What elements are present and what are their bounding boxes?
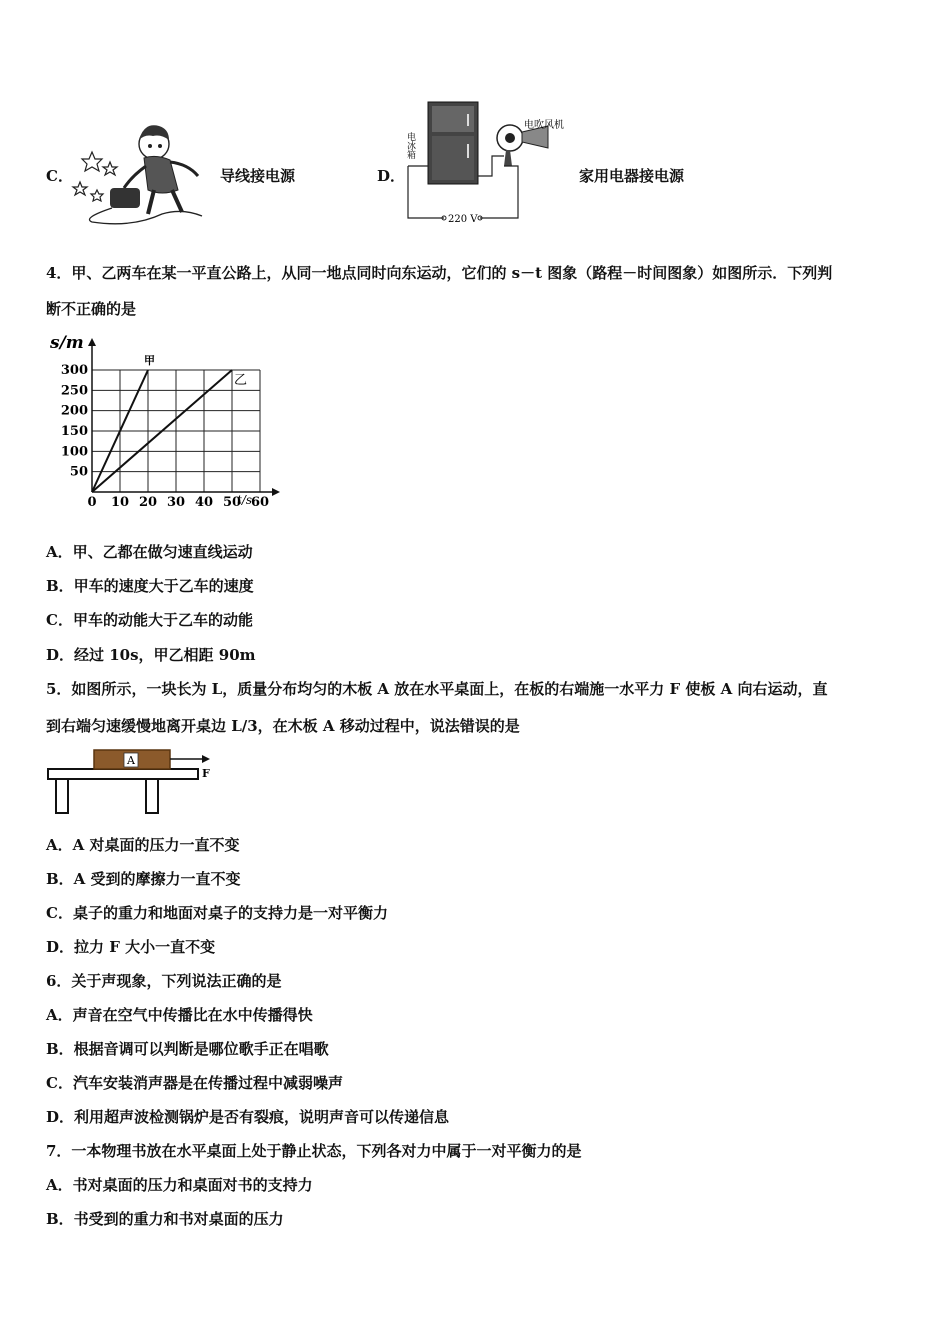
kid-wire-illustration — [72, 112, 212, 227]
table-leg-right — [146, 779, 158, 813]
q6-option-a: A．声音在空气中传播比在水中传播得快 — [46, 1006, 313, 1024]
option-c-label: C． — [46, 167, 73, 185]
x-axis-arrow — [272, 488, 280, 496]
q5-stem-line1: 5．如图所示，一块长为 L，质量分布均匀的木板 A 放在水平桌面上，在板的右端施一水平力 F 使板 A 向右运动，直 — [46, 680, 828, 698]
y-tick-label: 300 — [60, 363, 88, 378]
option-d-label: D． — [377, 167, 406, 185]
q6-stem: 6．关于声现象，下列说法正确的是 — [46, 972, 282, 990]
q5-option-b: B．A 受到的摩擦力一直不变 — [46, 870, 241, 888]
y-tick-label: 200 — [60, 403, 88, 419]
q7-stem: 7．一本物理书放在水平桌面上处于静止状态，下列各对力中属于一对平衡力的是 — [46, 1142, 582, 1160]
x-tick-label: 40 — [194, 495, 214, 510]
q6-option-d: D．利用超声波检测锅炉是否有裂痕，说明声音可以传递信息 — [46, 1108, 450, 1126]
voltage-label: 220 V — [448, 214, 478, 225]
q5-stem-line2: 到右端匀速缓慢地离开桌边 L/3，在木板 A 移动过程中，说法错误的是 — [46, 717, 520, 735]
x-tick-label: 20 — [138, 495, 158, 510]
board-on-table-diagram — [44, 745, 224, 817]
x-tick-label: 0 — [87, 495, 97, 510]
option-d-caption: 家用电器接电源 — [579, 167, 685, 185]
s-t-chart — [44, 330, 270, 516]
y-tick-label: 250 — [60, 383, 88, 399]
force-label: F — [202, 767, 210, 780]
chart-grid — [92, 370, 260, 492]
x-tick-label: 30 — [166, 495, 186, 510]
q5-option-c: C．桌子的重力和地面对桌子的支持力是一对平衡力 — [46, 904, 388, 922]
q6-option-c: C．汽车安装消声器是在传播过程中减弱噪声 — [46, 1074, 343, 1092]
table-top — [48, 769, 198, 779]
fridge-label: 电冰箱 — [405, 132, 415, 159]
q4-stem-line2: 断不正确的是 — [46, 300, 137, 318]
q5-option-d: D．拉力 F 大小一直不变 — [46, 938, 216, 956]
x-tick-label: 50 — [222, 495, 242, 510]
q6-option-b: B．根据音调可以判断是哪位歌手正在唱歌 — [46, 1040, 329, 1058]
appliance-circuit-illustration — [400, 96, 580, 231]
board-a-label: A — [127, 754, 135, 767]
q7-option-a: A．书对桌面的压力和桌面对书的支持力 — [46, 1176, 313, 1194]
chart-axes — [88, 338, 280, 496]
q7-option-b: B．书受到的重力和书对桌面的压力 — [46, 1210, 284, 1228]
x-tick-label: 60 — [250, 495, 270, 510]
y-tick-label: 150 — [60, 424, 88, 439]
q5-option-a: A．A 对桌面的压力一直不变 — [46, 836, 240, 854]
x-tick-label: 10 — [110, 495, 130, 510]
dryer-label: 电吹风机 — [524, 120, 564, 131]
series-label-jia: 甲 — [144, 354, 155, 367]
y-tick-label: 50 — [69, 464, 88, 480]
table-leg-left — [56, 779, 68, 813]
q4-stem-line1: 4．甲、乙两车在某一平直公路上，从同一地点同时向东运动，它们的 s－t 图象（路程－时间图象）如图所示．下列判 — [46, 264, 833, 282]
y-axis-label: s/m — [50, 333, 84, 353]
series-label-yi: 乙 — [234, 373, 248, 388]
y-tick-label: 100 — [60, 444, 88, 460]
option-c-caption: 导线接电源 — [220, 167, 296, 185]
q4-option-a: A．甲、乙都在做匀速直线运动 — [46, 543, 253, 561]
x-axis-label: t/s — [237, 493, 253, 507]
q4-option-d: D．经过 10s，甲乙相距 90m — [46, 646, 256, 664]
y-axis-arrow — [88, 338, 96, 346]
q4-option-b: B．甲车的速度大于乙车的速度 — [46, 577, 254, 595]
q4-option-c: C．甲车的动能大于乙车的动能 — [46, 611, 253, 629]
